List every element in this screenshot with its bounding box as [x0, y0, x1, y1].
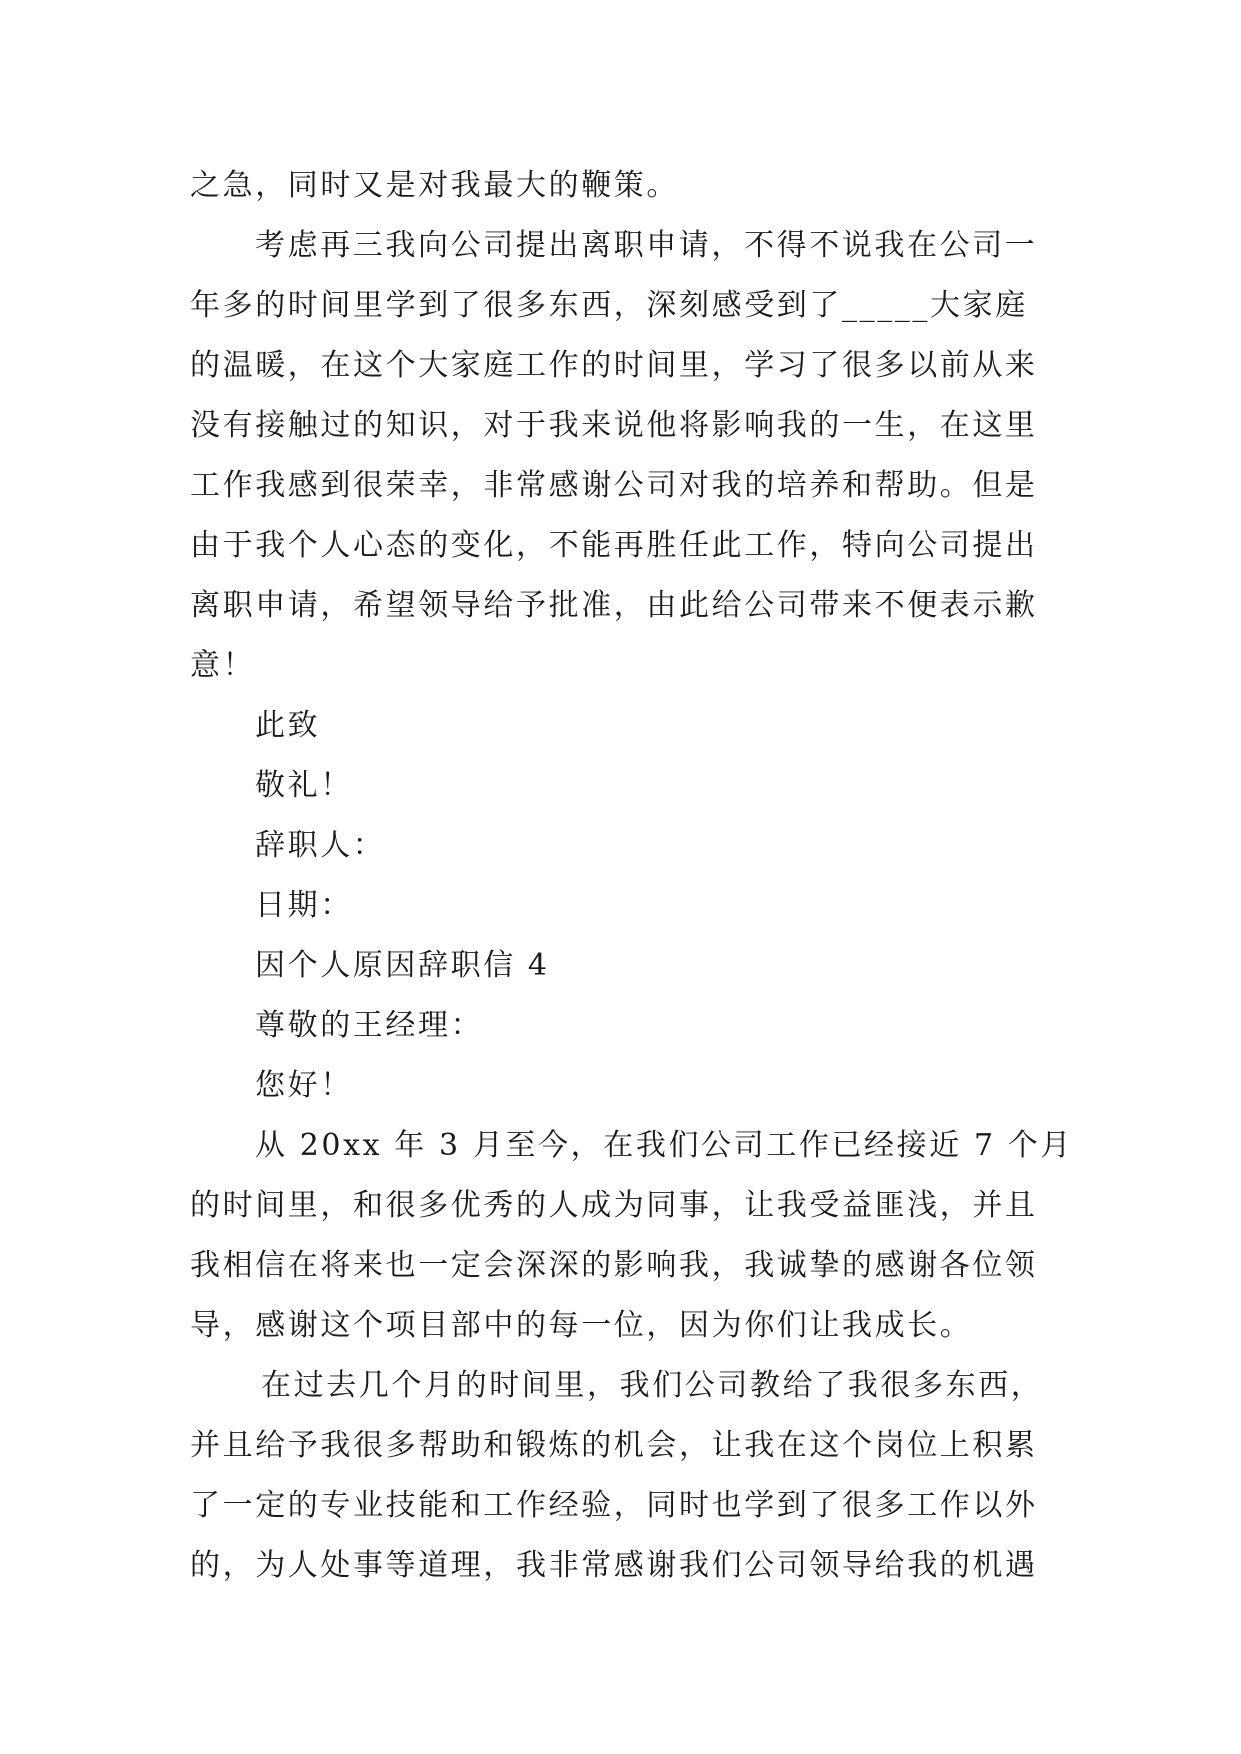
section-title: 因个人原因辞职信 4 — [255, 948, 550, 983]
text-line: 意！ — [190, 648, 256, 683]
text-line: 的时间里，和很多优秀的人成为同事，让我受益匪浅，并且 — [190, 1188, 1038, 1223]
text-line: 离职申请，希望领导给予批准，由此给公司带来不便表示歉 — [190, 588, 1038, 623]
text-line: 由于我个人心态的变化，不能再胜任此工作，特向公司提出 — [190, 528, 1038, 563]
text-line: 没有接触过的知识，对于我来说他将影响我的一生，在这里 — [190, 408, 1038, 443]
text-line: 的温暖，在这个大家庭工作的时间里，学习了很多以前从来 — [190, 348, 1038, 383]
text-line: 年多的时间里学到了很多东西，深刻感受到了_____大家庭 — [190, 288, 1028, 323]
closing-salutation: 此致 — [255, 708, 321, 743]
signer-label: 辞职人： — [255, 828, 386, 863]
text-line: 工作我感到很荣幸，非常感谢公司对我的培养和帮助。但是 — [190, 468, 1038, 503]
text-line: 并且给予我很多帮助和锻炼的机会，让我在这个岗位上积累 — [190, 1428, 1038, 1463]
paragraph-start-line: 考虑再三我向公司提出离职申请，不得不说我在公司一 — [255, 228, 1038, 263]
text-line: 我相信在将来也一定会深深的影响我，我诚挚的感谢各位领 — [190, 1248, 1038, 1283]
paragraph-start-line: 在过去几个月的时间里，我们公司教给了我很多东西， — [261, 1368, 1044, 1403]
paragraph-start-line: 从 20xx 年 3 月至今，在我们公司工作已经接近 7 个月 — [255, 1128, 1074, 1163]
text-line: 之急，同时又是对我最大的鞭策。 — [190, 168, 679, 203]
text-line: 导，感谢这个项目部中的每一位，因为你们让我成长。 — [190, 1308, 973, 1343]
text-line: 的，为人处事等道理，我非常感谢我们公司领导给我的机遇 — [190, 1548, 1038, 1583]
recipient-greeting: 尊敬的王经理： — [255, 1008, 484, 1043]
date-label: 日期： — [255, 888, 353, 923]
greeting: 您好！ — [255, 1068, 353, 1103]
closing-regards: 敬礼！ — [255, 768, 353, 803]
text-line: 了一定的专业技能和工作经验，同时也学到了很多工作以外 — [190, 1488, 1038, 1523]
